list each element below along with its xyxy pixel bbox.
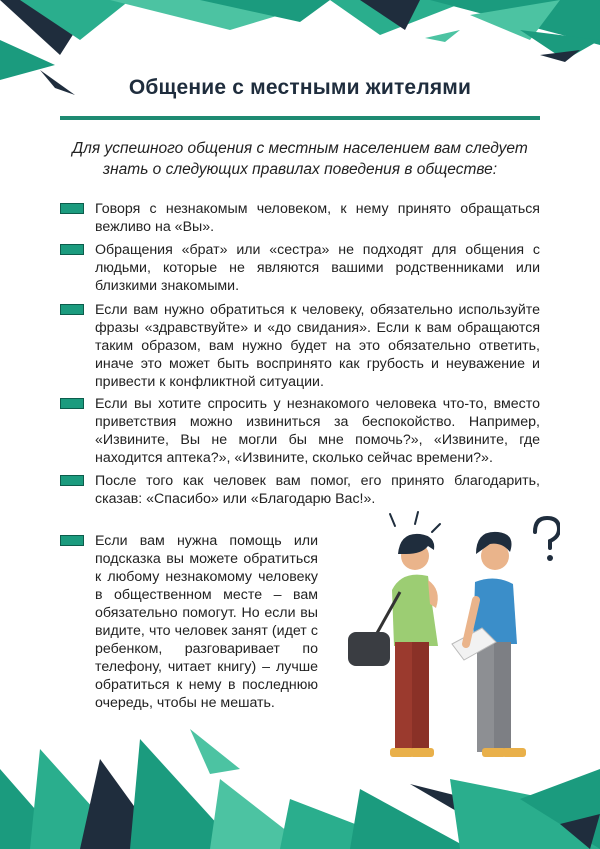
page-title: Общение с местными жителями: [128, 76, 472, 99]
bullet-marker: [60, 203, 84, 214]
rule-item: [60, 472, 540, 508]
person-right: [452, 532, 526, 757]
bullet-marker: [60, 535, 84, 546]
rule-text: Если вам нужна помощь или подсказка вы можете обратиться к любому незнакомому человеку в общественном месте – вам обязательно помогут. Но если вы видите, что человек занят (идет с ребенком, разговаривает по телефону, читает книгу) – лучше обратиться к нему в последнюю очередь, чтобы не мешать.: [95, 533, 318, 711]
rule-item: [60, 200, 540, 236]
rule-text: Говоря с незнакомым человеком, к нему принято обращаться вежливо на «Вы».: [95, 201, 540, 235]
question-mark-icon: [535, 518, 559, 561]
bullet-marker: [60, 244, 84, 255]
rule-item: [60, 532, 318, 712]
rule-item: [60, 395, 540, 467]
intro-text: Для успешного общения с местным населением вам следует знать о следующих правилах поведения в обществе:: [72, 140, 528, 178]
bullet-marker: [60, 304, 84, 315]
confusion-lines: [390, 512, 440, 532]
title-underline: [60, 116, 540, 120]
rule-text: Если вы хотите спросить у незнакомого человека что-то, вместо приветствия можно извиниться за беспокойство. Например, «Извините, Вы не могли бы мне помочь?», «Извините, где находится аптека?», «Извините, сколько сейчас времени?».: [95, 396, 540, 466]
rule-text: Обращения «брат» или «сестра» не подходят для общения с людьми, которые не являются вашими родственниками или близкими знакомыми.: [95, 242, 540, 294]
bullet-marker: [60, 398, 84, 409]
footer-decoration: [0, 729, 600, 849]
rule-text: Если вам нужно обратиться к человеку, обязательно используйте фразы «здравствуйте» и «до свидания». Если к вам обращаются таким образом, вам нужно будет на это обязательно ответить, иначе это может быть воспринято как грубость и неуважение и привести к конфликтной ситуации.: [95, 302, 540, 390]
bullet-marker: [60, 475, 84, 486]
rule-item: [60, 241, 540, 295]
rule-text: После того как человек вам помог, его принято благодарить, сказав: «Спасибо» или «Благодарю Вас!».: [95, 473, 540, 507]
person-left: [348, 534, 438, 757]
rule-item: [60, 301, 540, 391]
